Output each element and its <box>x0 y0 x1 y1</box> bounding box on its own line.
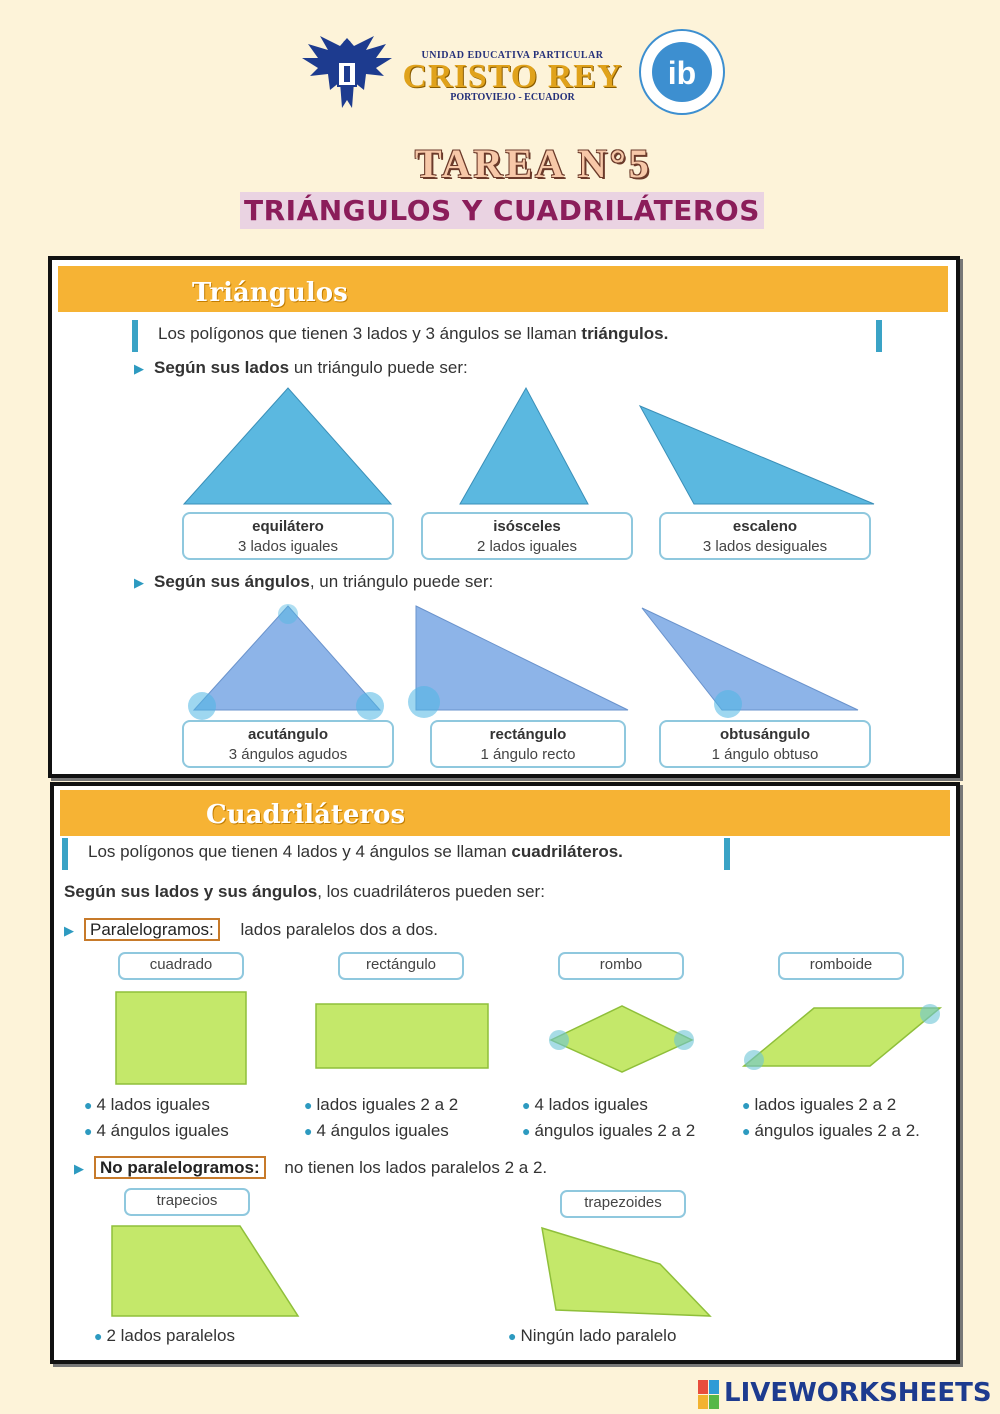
arrow-icon: ▶ <box>74 1161 84 1176</box>
trapezoid-shape <box>112 1226 298 1316</box>
trapezium-shape <box>542 1228 710 1316</box>
square-shape <box>116 992 246 1084</box>
school-name-small: UNIDAD EDUCATIVA PARTICULAR <box>421 50 604 61</box>
task-title: TAREA N°5 <box>415 141 652 186</box>
tag-rhombus: rombo <box>558 952 684 980</box>
arrow-icon: ▶ <box>134 575 144 590</box>
quad-shapes <box>54 786 956 1360</box>
by-angles-heading: ▶ Según sus ángulos, un triángulo puede ser: <box>134 572 494 591</box>
trapezoid-features: ● 2 lados paralelos <box>94 1326 235 1345</box>
triangles-definition: Los polígonos que tienen 3 lados y 3 ángulos se llaman triángulos. <box>132 320 882 352</box>
arrow-icon: ▶ <box>134 361 144 376</box>
liveworksheets-logo <box>698 1378 998 1410</box>
tag-trapezoid: trapecios <box>124 1188 250 1216</box>
page-subtitle: TRIÁNGULOS Y CUADRILÁTEROS <box>240 192 764 229</box>
quads-panel <box>50 782 960 1364</box>
by-sides-heading: ▶ Según sus lados un triángulo puede ser: <box>134 358 468 377</box>
rhomboid-features: ● lados iguales 2 a 2 ● ángulos iguales 2 a 2. <box>742 1095 920 1140</box>
isosceles-triangle <box>460 388 588 504</box>
triangles-panel <box>48 256 960 778</box>
tag-trapezium: trapezoides <box>560 1190 686 1218</box>
rhombus-shape <box>551 1006 692 1072</box>
rectangle-features: ● lados iguales 2 a 2 ● 4 ángulos iguales <box>304 1095 459 1140</box>
non-parallelograms-heading: ▶ No paralelogramos: no tienen los lados paralelos 2 a 2. <box>74 1158 548 1177</box>
label-obtuse: obtusángulo 1 ángulo obtuso <box>659 720 871 768</box>
triangles-banner-title: Triángulos <box>192 278 348 308</box>
equilateral-triangle <box>184 388 391 504</box>
school-crest <box>300 30 395 115</box>
label-acute: acutángulo 3 ángulos agudos <box>182 720 394 768</box>
label-right: rectángulo 1 ángulo recto <box>430 720 626 768</box>
right-triangle <box>416 606 628 710</box>
rhomboid-shape <box>744 1008 940 1066</box>
square-features: ● 4 lados iguales ● 4 ángulos iguales <box>84 1095 229 1140</box>
svg-text:ib: ib <box>667 55 697 91</box>
rhombus-features: ● 4 lados iguales ● ángulos iguales 2 a 2 <box>522 1095 696 1140</box>
rectangle-shape <box>316 1004 488 1068</box>
classify-heading: Según sus lados y sus ángulos, los cuadriláteros pueden ser: <box>64 882 545 901</box>
arrow-icon: ▶ <box>64 923 74 938</box>
lws-mark-icon <box>698 1380 720 1410</box>
tag-square: cuadrado <box>118 952 244 980</box>
label-isosceles: isósceles 2 lados iguales <box>421 512 633 560</box>
parallelograms-heading: ▶ Paralelogramos: lados paralelos dos a dos. <box>64 920 439 939</box>
tag-rhomboid: romboide <box>778 952 904 980</box>
school-name: CRISTO REY <box>402 58 623 95</box>
liveworksheets-text: LIVEWORKSHEETS <box>724 1378 992 1408</box>
school-city: PORTOVIEJO - ECUADOR <box>450 92 575 103</box>
tag-rectangle: rectángulo <box>338 952 464 980</box>
ib-logo <box>636 28 728 116</box>
trapezium-features: ● Ningún lado paralelo <box>508 1326 677 1345</box>
quads-definition: Los polígonos que tienen 4 lados y 4 ángulos se llaman cuadriláteros. <box>62 838 730 870</box>
scalene-triangle <box>640 406 874 504</box>
label-scalene: escaleno 3 lados desiguales <box>659 512 871 560</box>
obtuse-triangle <box>642 608 858 710</box>
label-equilateral: equilátero 3 lados iguales <box>182 512 394 560</box>
quads-banner-title: Cuadriláteros <box>206 800 406 830</box>
